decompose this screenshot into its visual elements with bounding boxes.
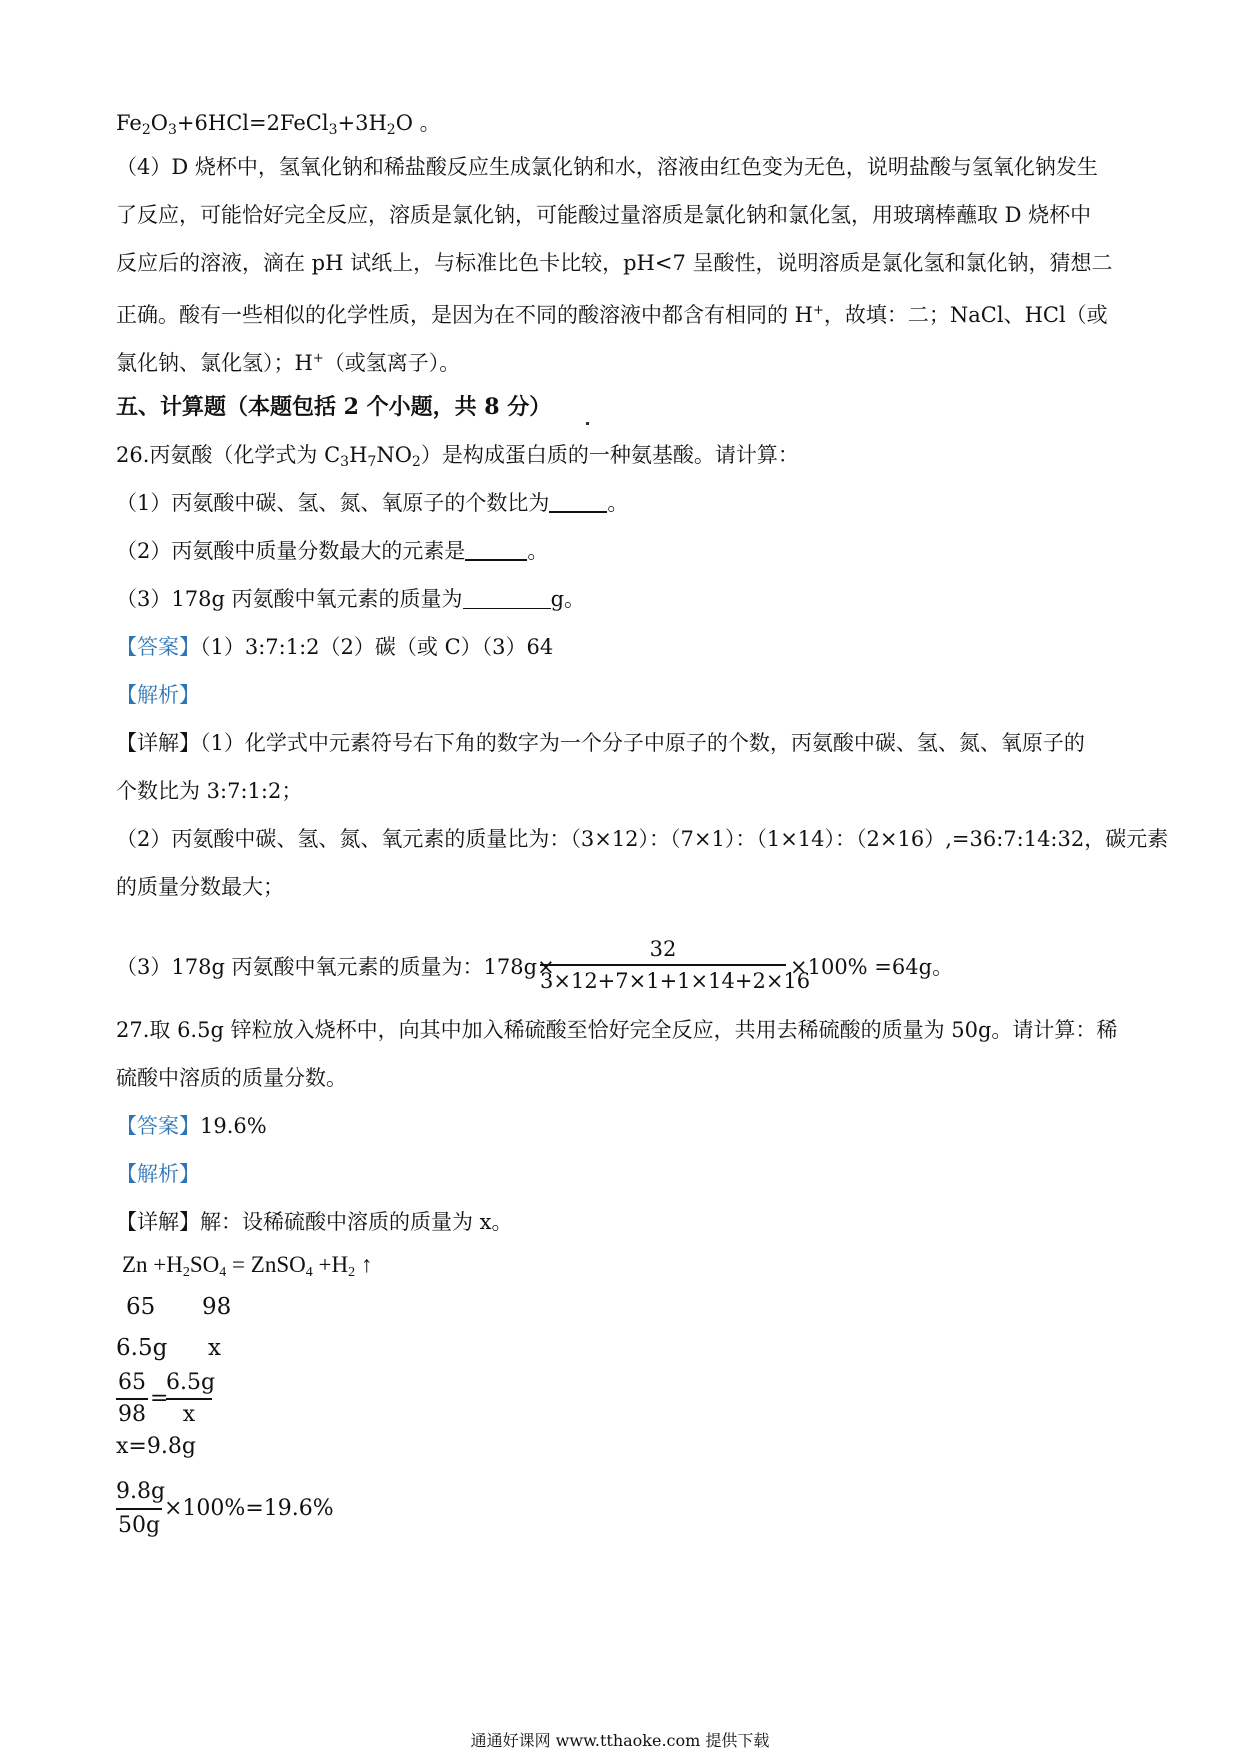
ratio-fraction-left: [116, 1368, 148, 1430]
result-x: x=9.8g: [116, 1434, 196, 1459]
analysis-label: 【解析】: [116, 1162, 200, 1186]
detail-line: 【详解】（1）化学式中元素符号右下角的数字为一个分子中原子的个数，丙氨酸中碳、氢、氮、氧原子的: [116, 731, 1085, 755]
fraction-denominator: x: [182, 1402, 196, 1427]
detail-line-3: （3）178g 丙氨酸中氧元素的质量为：178g×: [116, 955, 555, 979]
fraction-numerator: 9.8g: [116, 1476, 162, 1510]
fraction-numerator: 65: [116, 1368, 148, 1400]
answer-blank: [463, 590, 551, 609]
detail-line: （2）丙氨酸中碳、氢、氮、氧元素的质量比为：（3×12）：（7×1）：（1×14）：（2×16）,=36:7:14:32，碳元素: [116, 827, 1169, 851]
question-26-part-3: （3）178g 丙氨酸中氧元素的质量为 g。: [116, 587, 586, 611]
section-title: 五、计算题（本题包括 2 个小题，共 8 分）: [116, 394, 552, 420]
unknown-x: x: [208, 1335, 221, 1361]
answer-label: 【答案】: [116, 635, 200, 659]
question-27-stem: 硫酸中溶质的质量分数。: [116, 1066, 347, 1090]
fraction-denominator: 3×12+7×1+1×14+2×16: [540, 969, 811, 993]
paragraph-line: （4）D 烧杯中，氢氧化钠和稀盐酸反应生成氯化钠和水，溶液由红色变为无色，说明盐酸与氢氧化钠发生: [116, 155, 1098, 179]
equals-sign: =: [150, 1386, 169, 1411]
analysis-label: 【解析】: [116, 683, 200, 707]
detail-line: 的质量分数最大；: [116, 875, 284, 899]
stray-mark: [586, 422, 589, 425]
fraction-denominator: 98: [118, 1402, 146, 1427]
answer-blank: [549, 491, 607, 513]
fraction-numerator: 6.5g: [166, 1368, 212, 1400]
final-fraction: [116, 1476, 166, 1542]
fraction-oxygen: [540, 934, 811, 996]
question-26-part-2: （2）丙氨酸中质量分数最大的元素是 。: [116, 539, 549, 563]
reaction-equation: $Zn +H_2SO_4$ = ZnSO$_4$ $+H_2$ ↑: [122, 1252, 373, 1280]
molar-mass-98: 98: [202, 1294, 232, 1320]
question-26-answer: 【答案】（1）3:7:1:2（2）碳（或 C）（3）64: [116, 635, 554, 659]
question-26-stem: 26.丙氨酸（化学式为 $C_3H_7NO_2$）是构成蛋白质的一种氨基酸。请计算：: [116, 443, 799, 470]
ratio-fraction-right: [166, 1368, 216, 1430]
final-result: ×100%=19.6%: [164, 1496, 334, 1521]
equation-fe2o3: $Fe_2O_3+6HCl=2FeCl_3+3H_2O$ 。: [116, 111, 441, 138]
answer-label: 【答案】: [116, 1114, 200, 1138]
given-mass: 6.5g: [116, 1335, 168, 1361]
answer-blank: [465, 539, 527, 561]
question-26-part-1: （1）丙氨酸中碳、氢、氮、氧原子的个数比为 。: [116, 491, 629, 515]
fraction-numerator: 32: [540, 934, 786, 966]
detail-line: 个数比为 3:7:1:2；: [116, 779, 303, 803]
molar-mass-65: 65: [126, 1294, 156, 1320]
paragraph-line: 正确。酸有一些相似的化学性质，是因为在不同的酸溶液中都含有相同的 H+，故填：二；NaCl、HCl（或: [116, 303, 1108, 327]
page-footer: 通通好课网 www.tthaoke.com 提供下载: [470, 1731, 770, 1750]
paragraph-line: 反应后的溶液，滴在 pH 试纸上，与标准比色卡比较，pH<7 呈酸性，说明溶质是氯化氢和氯化钠，猜想二: [116, 251, 1113, 275]
detail-line: 【详解】解：设稀硫酸中溶质的质量为 x。: [116, 1210, 513, 1234]
paragraph-line: 了反应，可能恰好完全反应，溶质是氯化钠，可能酸过量溶质是氯化钠和氯化氢，用玻璃棒蘸取 D 烧杯中: [116, 203, 1092, 227]
question-27-answer: 【答案】19.6%: [116, 1114, 267, 1138]
paragraph-line: 氯化钠、氯化氢）；H+（或氢离子）。: [116, 351, 461, 375]
question-27-stem: 27.取 6.5g 锌粒放入烧杯中，向其中加入稀硫酸至恰好完全反应，共用去稀硫酸的质量为 50g。请计算：稀: [116, 1018, 1118, 1042]
fraction-denominator: 50g: [117, 1513, 161, 1538]
detail-line-3-suffix: ×100% =64g。: [790, 955, 954, 979]
